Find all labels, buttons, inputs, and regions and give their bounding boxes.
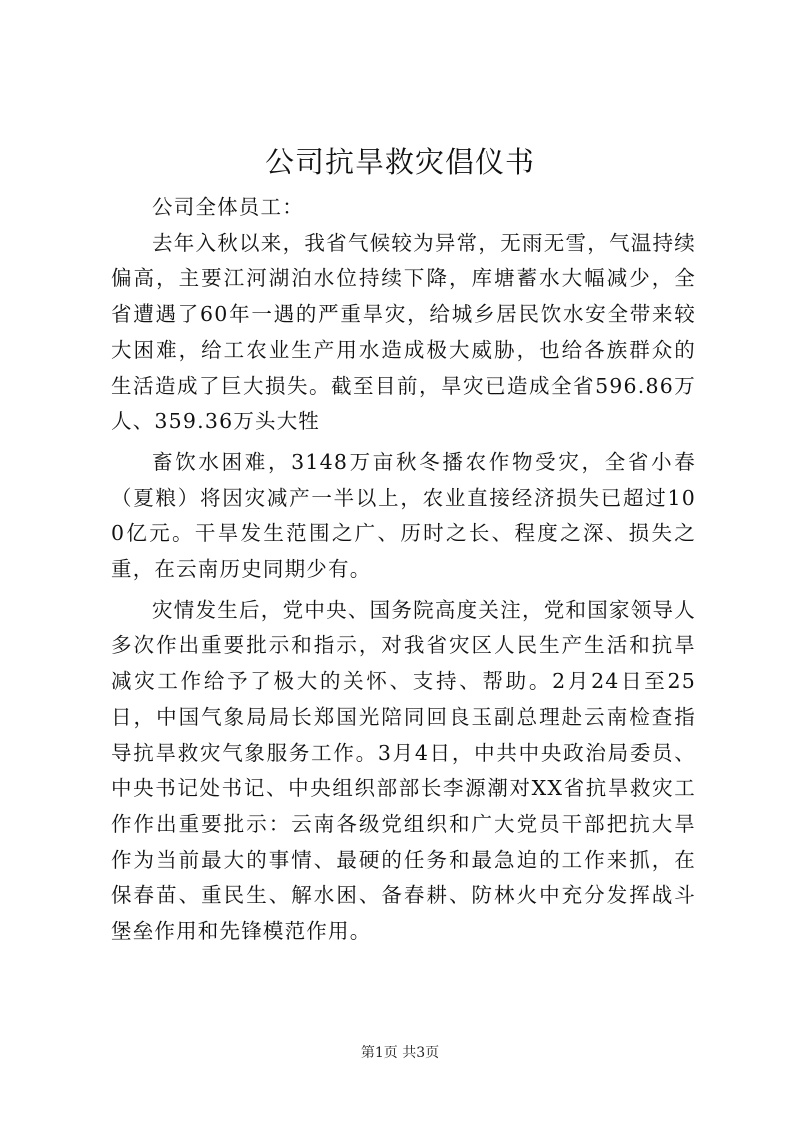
paragraph-government-response: 灾情发生后，党中央、国务院高度关注，党和国家领导人多次作出重要批示和指示，对我省灾区人民生产生活和抗旱减灾工作给予了极大的关怀、支持、帮助。2月24日至25日，中国气象局局长郑国光陪同回良玉副总理赴云南检查指导抗旱救灾气象服务工作。3月4日，中共中央政治局委员、中央书记处书记、中央组织部部长李源潮对XX省抗旱救灾工作作出重要批示：云南各级党组织和广大党员干部把抗大旱作为当前最大的事情、最硬的任务和最急迫的工作来抓，在保春苗、重民生、解水困、备春耕、防林火中充分发挥战斗堡垒作用和先锋模范作用。 bbox=[111, 597, 696, 944]
paragraph-drought-losses: 畜饮水困难，3148万亩秋冬播农作物受灾，全省小春（夏粮）将因灾减产一半以上，农业直接经济损失已超过100亿元。干旱发生范围之广、历时之长、程度之深、损失之重，在云南历史同期少有。 bbox=[111, 449, 696, 582]
paragraph-drought-situation: 去年入秋以来，我省气候较为异常，无雨无雪，气温持续偏高，主要江河湖泊水位持续下降，库塘蓄水大幅减少，全省遭遇了60年一遇的严重旱灾，给城乡居民饮水安全带来较大困难，给工农业生产用水造成极大威胁，也给各族群众的生活造成了巨大损失。截至目前，旱灾已造成全省596.86万人、359.36万头大牲 bbox=[111, 230, 696, 434]
salutation: 公司全体员工： bbox=[152, 195, 304, 219]
document-body bbox=[111, 190, 696, 950]
page-indicator: 第1页 共3页 bbox=[360, 1045, 440, 1061]
document-title: 公司抗旱救灾倡仪书 bbox=[264, 145, 535, 179]
